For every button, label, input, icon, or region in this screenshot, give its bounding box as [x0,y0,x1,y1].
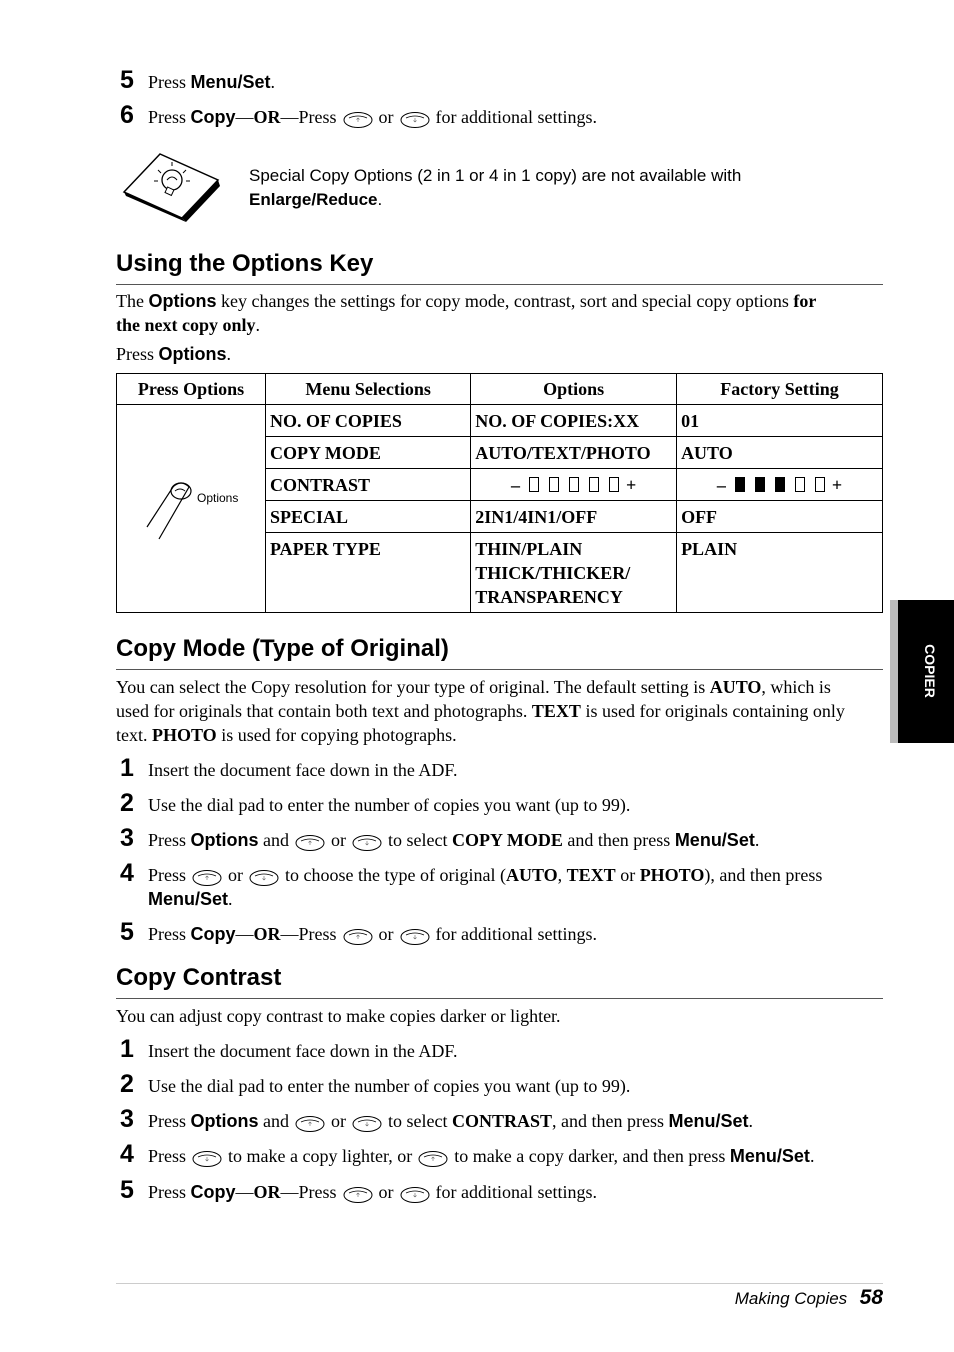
step-number: 4 [120,1140,134,1168]
step-text: Use the dial pad to enter the number of copies you want (up to 99). [148,795,631,815]
scale-block-empty [589,477,599,492]
copy-key-label: Copy [190,107,236,127]
text: for additional settings. [435,1182,598,1202]
step-text-part: . [270,72,276,92]
column-header: Factory Setting [677,374,883,405]
table-cell: PLAIN [677,533,883,613]
copy-key-label: Copy [190,924,236,944]
heading-rule [116,998,883,999]
text: You can select the Copy resolution for your type of original. The default setting is [116,677,710,697]
or-word: OR [253,107,281,127]
step-number: 2 [120,789,134,817]
text: to choose the type of original ( [285,865,506,885]
section-heading: Copy Mode (Type of Original) [116,635,449,662]
contrast-scale [511,473,636,497]
options-button-label: Options [197,490,239,505]
or-word: OR [253,924,281,944]
column-header: Options [471,374,677,405]
scale-block-empty [609,477,619,492]
note-lightbulb-icon [120,150,224,227]
text: or [378,924,394,944]
dash: — [235,107,254,127]
text: used for originals that contain both text and photographs. [116,701,532,721]
step-number: 6 [120,101,134,129]
text: key changes the settings for copy mode, contrast, sort and special copy options [216,291,794,311]
section-heading: Copy Contrast [116,964,282,991]
dash: — [235,1182,254,1202]
table-cell: AUTO [677,437,883,469]
text-bold: PHOTO [152,725,217,745]
page-number: 58 [859,1286,883,1309]
text: Press [148,865,187,885]
scale-block-empty [529,477,539,492]
text: text. [116,725,152,745]
table-cell-line: THICK/THICKER/ [475,563,631,583]
scale-block-empty [795,477,805,492]
dash: — [235,924,254,944]
page-footer [600,1286,883,1310]
scale-plus: + [831,475,843,495]
contrast-paragraph: You can adjust copy contrast to make copies darker or lighter. [116,1006,561,1026]
step-text-part: Press [148,107,191,127]
text-bold: TEXT [531,701,581,721]
step-number: 3 [120,1105,134,1133]
text: to make a copy darker, and then press [454,1146,730,1166]
text: . [809,1146,815,1166]
table-cell: CONTRAST [266,469,471,501]
note-end: . [377,190,383,209]
up-arrow-key-icon [418,1150,448,1168]
copy-mode-paragraph [116,675,883,747]
press-options-line [116,342,231,366]
text: to make a copy lighter, or [228,1146,413,1166]
options-table [116,373,883,613]
menu-set-key-label: Menu/Set [668,1111,749,1131]
text: Press [148,1111,191,1131]
contrast-options-cell [471,469,677,501]
step-number: 3 [120,824,134,852]
text: or [331,1111,347,1131]
table-cell-line: TRANSPARENCY [475,587,623,607]
text: Press [148,830,191,850]
step-text-part: Press [148,72,191,92]
text: , [557,865,567,885]
table-header-row [117,374,883,405]
table-cell: COPY MODE [266,437,471,469]
step-number: 2 [120,1070,134,1098]
step-number: 1 [120,1035,134,1063]
text-bold: COPY MODE [452,830,563,850]
side-tab-label: COPIER [922,644,938,698]
text-bold: AUTO [505,865,558,885]
column-header: Press Options [117,374,266,405]
text-bold: TEXT [566,865,616,885]
step-text [148,828,759,852]
up-arrow-key-icon [343,1186,373,1204]
section-heading: Using the Options Key [116,250,374,277]
text: . [748,1111,754,1131]
step-text-part: Press [298,107,337,127]
scale-block-empty [549,477,559,492]
down-arrow-key-icon [400,111,430,129]
or-word: OR [253,1182,281,1202]
options-key-label: Options [148,291,217,311]
text: ), and then press [704,865,823,885]
text: and then press [562,830,675,850]
options-key-label: Options [190,1111,259,1131]
text: or [378,1182,394,1202]
down-arrow-key-icon [352,1115,382,1133]
table-cell: NO. OF COPIES [266,405,471,437]
text: and [263,1111,290,1131]
scale-block-filled [735,477,745,492]
text-bold: for [793,291,817,311]
dash: — [280,924,299,944]
text: Press [148,924,191,944]
step-text: Insert the document face down in the ADF. [148,1041,458,1061]
text: The [116,291,149,311]
down-arrow-key-icon [400,928,430,946]
options-button-illustration [117,469,265,549]
press-options-cell [117,405,266,613]
text: . [226,344,232,364]
note-bold: Enlarge/Reduce [249,190,378,209]
heading-rule [116,284,883,285]
heading-rule [116,669,883,670]
text: or [615,865,640,885]
text: . [754,830,760,850]
text: or [331,830,347,850]
table-cell: AUTO/TEXT/PHOTO [471,437,677,469]
step-number: 5 [120,1176,134,1204]
up-arrow-key-icon [343,111,373,129]
step-text [148,1144,814,1168]
step-text-part: for additional settings. [435,107,598,127]
menu-set-key-label: Menu/Set [148,889,229,909]
step-text [148,863,822,911]
table-cell: OFF [677,501,883,533]
scale-block-filled [755,477,765,492]
menu-set-key-label: Menu/Set [674,830,755,850]
note-line: Special Copy Options (2 in 1 or 4 in 1 copy) are not available with [249,166,742,185]
scale-block-empty [815,477,825,492]
text: . [228,889,233,909]
text: for additional settings. [435,924,598,944]
contrast-scale [717,473,842,497]
column-header: Menu Selections [266,374,471,405]
step-number: 5 [120,66,134,94]
menu-set-key-label: Menu/Set [190,72,271,92]
text: Press [148,1146,187,1166]
table-cell: 01 [677,405,883,437]
text: Press [116,344,159,364]
text: is used for copying photographs. [216,725,457,745]
down-arrow-key-icon [400,1186,430,1204]
up-arrow-key-icon [343,928,373,946]
up-arrow-key-icon [295,834,325,852]
text: , which is [761,677,831,697]
scale-block-empty [569,477,579,492]
text-bold: the next copy only [116,315,256,335]
scale-minus: – [716,475,726,495]
text: . [255,315,260,335]
table-cell: SPECIAL [266,501,471,533]
step-text [148,922,597,946]
copy-key-label: Copy [190,1182,236,1202]
text: is used for originals containing only [580,701,845,721]
step-text: Use the dial pad to enter the number of copies you want (up to 99). [148,1076,631,1096]
step-text [148,1180,597,1204]
contrast-factory-cell [677,469,883,501]
text: Press [148,1182,191,1202]
table-row [117,405,883,437]
step-text [148,105,597,129]
table-cell-line: THIN/PLAIN [475,539,583,559]
options-paragraph [116,289,883,337]
text: Press [298,1182,337,1202]
up-arrow-key-icon [192,869,222,887]
step-number: 4 [120,859,134,887]
step-text-part: or [378,107,394,127]
dash: — [280,1182,299,1202]
note-text [249,164,741,212]
footer-rule [116,1283,883,1284]
text-bold: PHOTO [639,865,705,885]
down-arrow-key-icon [352,834,382,852]
step-number: 5 [120,918,134,946]
down-arrow-key-icon [192,1150,222,1168]
menu-set-key-label: Menu/Set [729,1146,810,1166]
text-bold: AUTO [709,677,762,697]
pointing-finger-icon [117,469,265,549]
text-bold: CONTRAST [452,1111,553,1131]
side-tab-shade [890,600,898,743]
scale-minus: – [511,475,521,495]
step-number: 1 [120,754,134,782]
step-text [148,70,275,94]
options-key-label: Options [190,830,259,850]
table-cell: PAPER TYPE [266,533,471,613]
down-arrow-key-icon [249,869,279,887]
text: or [228,865,244,885]
scale-block-filled [775,477,785,492]
options-key-label: Options [158,344,227,364]
text: to select [388,1111,452,1131]
step-text [148,1109,753,1133]
up-arrow-key-icon [295,1115,325,1133]
text: , and then press [552,1111,669,1131]
text: to select [388,830,452,850]
text: and [263,830,290,850]
table-cell [471,533,677,613]
table-cell: 2IN1/4IN1/OFF [471,501,677,533]
dash: — [280,107,299,127]
step-text: Insert the document face down in the ADF. [148,760,458,780]
text: Press [298,924,337,944]
table-cell: NO. OF COPIES:XX [471,405,677,437]
footer-title: Making Copies [734,1289,848,1308]
scale-plus: + [626,475,637,495]
